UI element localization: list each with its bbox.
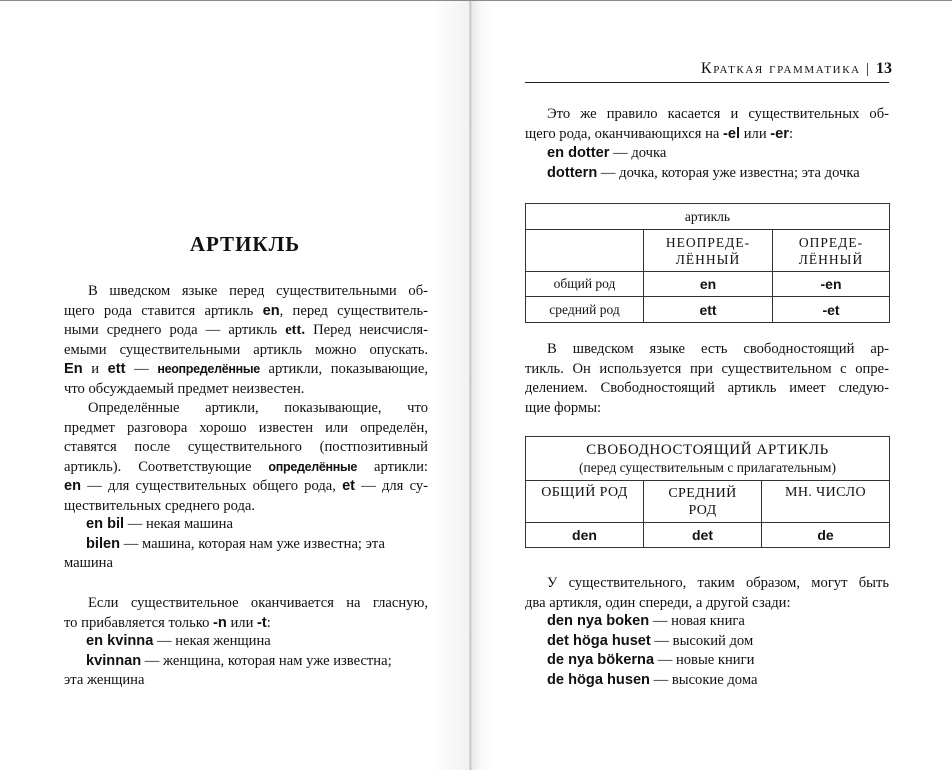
table-row: средний род ett -et <box>526 297 890 323</box>
example-dottern: dottern — дочка, которая уже известна; эта дочка <box>547 164 860 181</box>
chapter-title: АРТИКЛЬ <box>189 232 301 256</box>
column-indefinite: НЕОПРЕДЕ- ЛЁННЫЙ <box>644 230 773 272</box>
example-bilen: bilen — машина, которая нам уже известна; эта <box>86 535 385 552</box>
example-bilen-cont: машина <box>64 555 113 571</box>
paragraph-vowel: Если существительное оканчивается на гласную, то прибавляется только -n или -t: <box>64 595 428 631</box>
example-de-nya-bokerna: de nya bökerna — новые книги <box>547 652 755 668</box>
running-head: Краткая грамматика | 13 <box>700 60 892 77</box>
examples-kvinna <box>64 632 434 691</box>
column-neuter: СРЕДНИЙ РОД <box>644 481 762 523</box>
example-kvinnan: kvinnan — женщина, которая нам уже известна; <box>86 652 392 669</box>
example-de-hoga-husen: de höga husen — высокие дома <box>547 671 758 688</box>
paragraph-el-er: Это же правило касается и существительных об- щего рода, оканчивающихся на -el или -er: <box>525 106 889 142</box>
paragraph-two-articles: У существительного, таким образом, могут быть два артикля, один спереди, а другой сзади: <box>525 575 889 611</box>
example-en-bil: en bil — некая машина <box>86 516 233 532</box>
paragraph-definite: Определённые артикли, показывающие, что предмет разговора хорошо известен или определён, ставятся после существительного (постпозитивный артикль). Соответствующие определённые артикли: en — для существительных общего рода, et — для су- ществительных среднего рода. <box>64 400 429 514</box>
table-row: den det de <box>526 523 890 548</box>
freestanding-table-header: СВОБОДНОСТОЯЩИЙ АРТИКЛЬ (перед существительным с прилагательным) <box>526 437 890 481</box>
examples-double-article <box>525 612 895 690</box>
book-gutter <box>469 1 472 770</box>
paragraph-freestanding: В шведском языке есть свободностоящий ар- тикль. Он используется при существительном с опре- делением. Свободностоящий артикль имеет следую- щие формы: <box>525 341 889 416</box>
freestanding-article-table <box>525 436 890 548</box>
table-row: общий род en -en <box>526 272 890 297</box>
column-plural: МН. ЧИСЛО <box>762 481 890 523</box>
page-number: 13 <box>876 60 892 77</box>
example-kvinnan-cont: эта женщина <box>64 672 145 688</box>
article-table <box>525 203 890 323</box>
examples-bil <box>64 515 434 574</box>
example-en-dotter: en dotter — дочка <box>547 145 667 161</box>
example-det-hoga-huset: det höga huset — высокий дом <box>547 632 754 649</box>
examples-dotter <box>525 144 895 183</box>
header-rule <box>525 82 889 83</box>
example-en-kvinna: en kvinna — некая женщина <box>86 633 271 649</box>
paragraph-intro: В шведском языке перед существительными об- щего рода ставится артикль en, перед существитель- ными среднего рода — артикль ett. Перед неисчисля- емыми существительными артикль можно опускать. En и ett — неопределённые артикли, показывающие, что обсуждаемый предмет неизвестен. <box>64 283 428 397</box>
column-definite: ОПРЕДЕ- ЛЁННЫЙ <box>773 230 890 272</box>
article-table-corner <box>526 230 644 272</box>
column-common-gender: ОБЩИЙ РОД <box>526 481 644 523</box>
example-den-nya-boken: den nya boken — новая книга <box>547 613 745 629</box>
article-table-header: артикль <box>526 204 890 230</box>
